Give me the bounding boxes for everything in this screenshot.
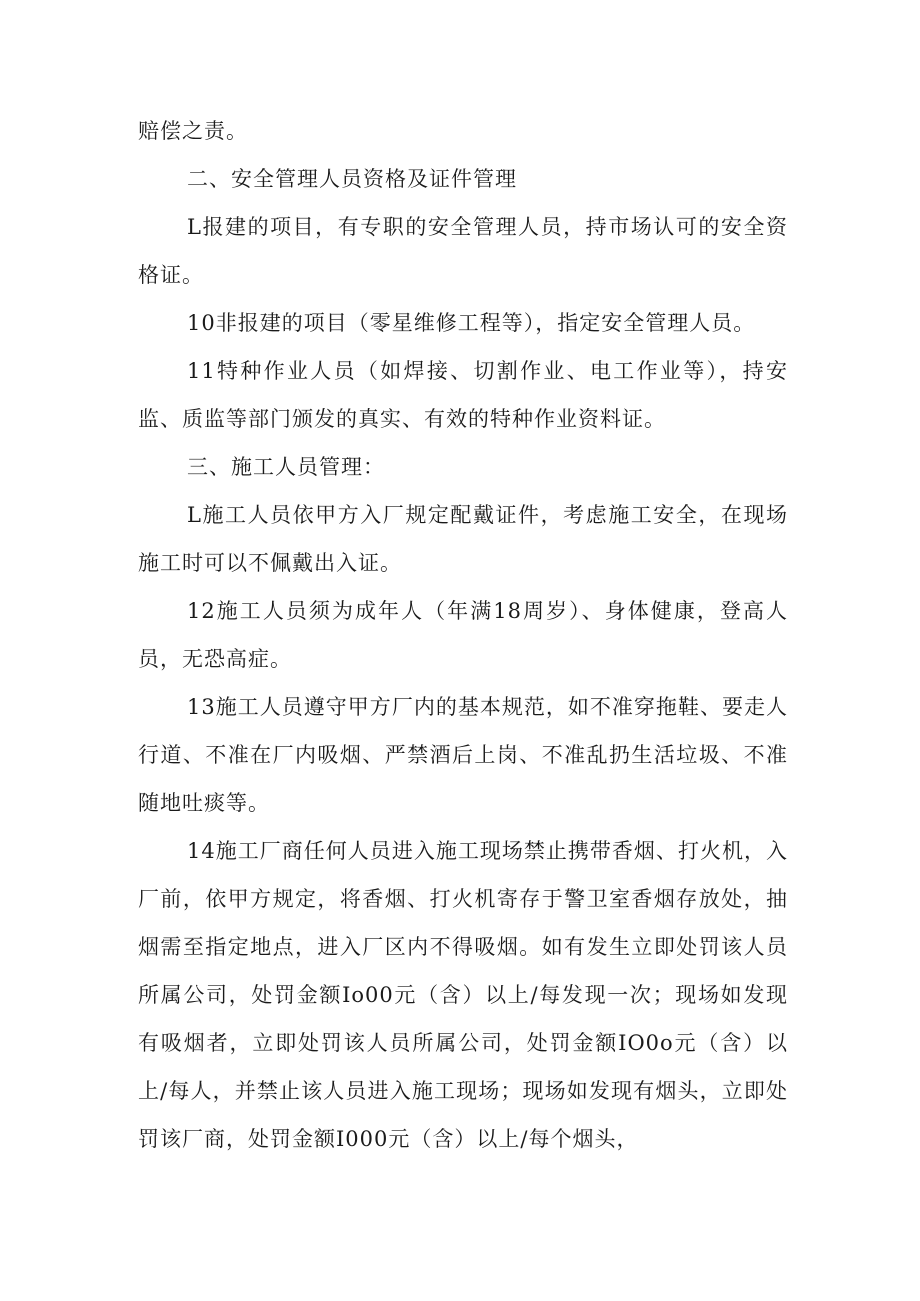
paragraph-continuation: 赔偿之责。	[138, 119, 248, 143]
paragraph-item: L施工人员依甲方入厂规定配戴证件，考虑施工安全，在现场施工时可以不佩戴出入证。	[138, 503, 788, 575]
paragraph-item: L报建的项目，有专职的安全管理人员，持市场认可的安全资格证。	[138, 215, 788, 287]
paragraph-item: 10非报建的项目（零星维修工程等），指定安全管理人员。	[187, 311, 756, 335]
paragraph-item: 13施工人员遵守甲方厂内的基本规范，如不准穿拖鞋、要走人行道、不准在厂内吸烟、严禁酒后上岗、不准乱扔生活垃圾、不准随地吐痰等。	[138, 695, 788, 815]
paragraph-item: 12施工人员须为成年人（年满18周岁）、身体健康，登高人员，无恐高症。	[138, 599, 788, 671]
document-body	[138, 107, 788, 1163]
paragraph-item: 11特种作业人员（如焊接、切割作业、电工作业等），持安监、质监等部门颁发的真实、有效的特种作业资料证。	[138, 359, 788, 431]
section-heading-3: 三、施工人员管理：	[187, 455, 385, 479]
paragraph-item: 14施工厂商任何人员进入施工现场禁止携带香烟、打火机，入厂前，依甲方规定，将香烟、打火机寄存于警卫室香烟存放处，抽烟需至指定地点，进入厂区内不得吸烟。如有发生立即处罚该人员所属公司，处罚金额Io00元（含）以上/每发现一次；现场如发现有吸烟者，立即处罚该人员所属公司，处罚金额IO0o元（含）以上/每人，并禁止该人员进入施工现场；现场如发现有烟头，立即处罚该厂商，处罚金额I000元（含）以上/每个烟头，	[138, 839, 788, 1151]
section-heading-2: 二、安全管理人员资格及证件管理	[187, 167, 517, 191]
